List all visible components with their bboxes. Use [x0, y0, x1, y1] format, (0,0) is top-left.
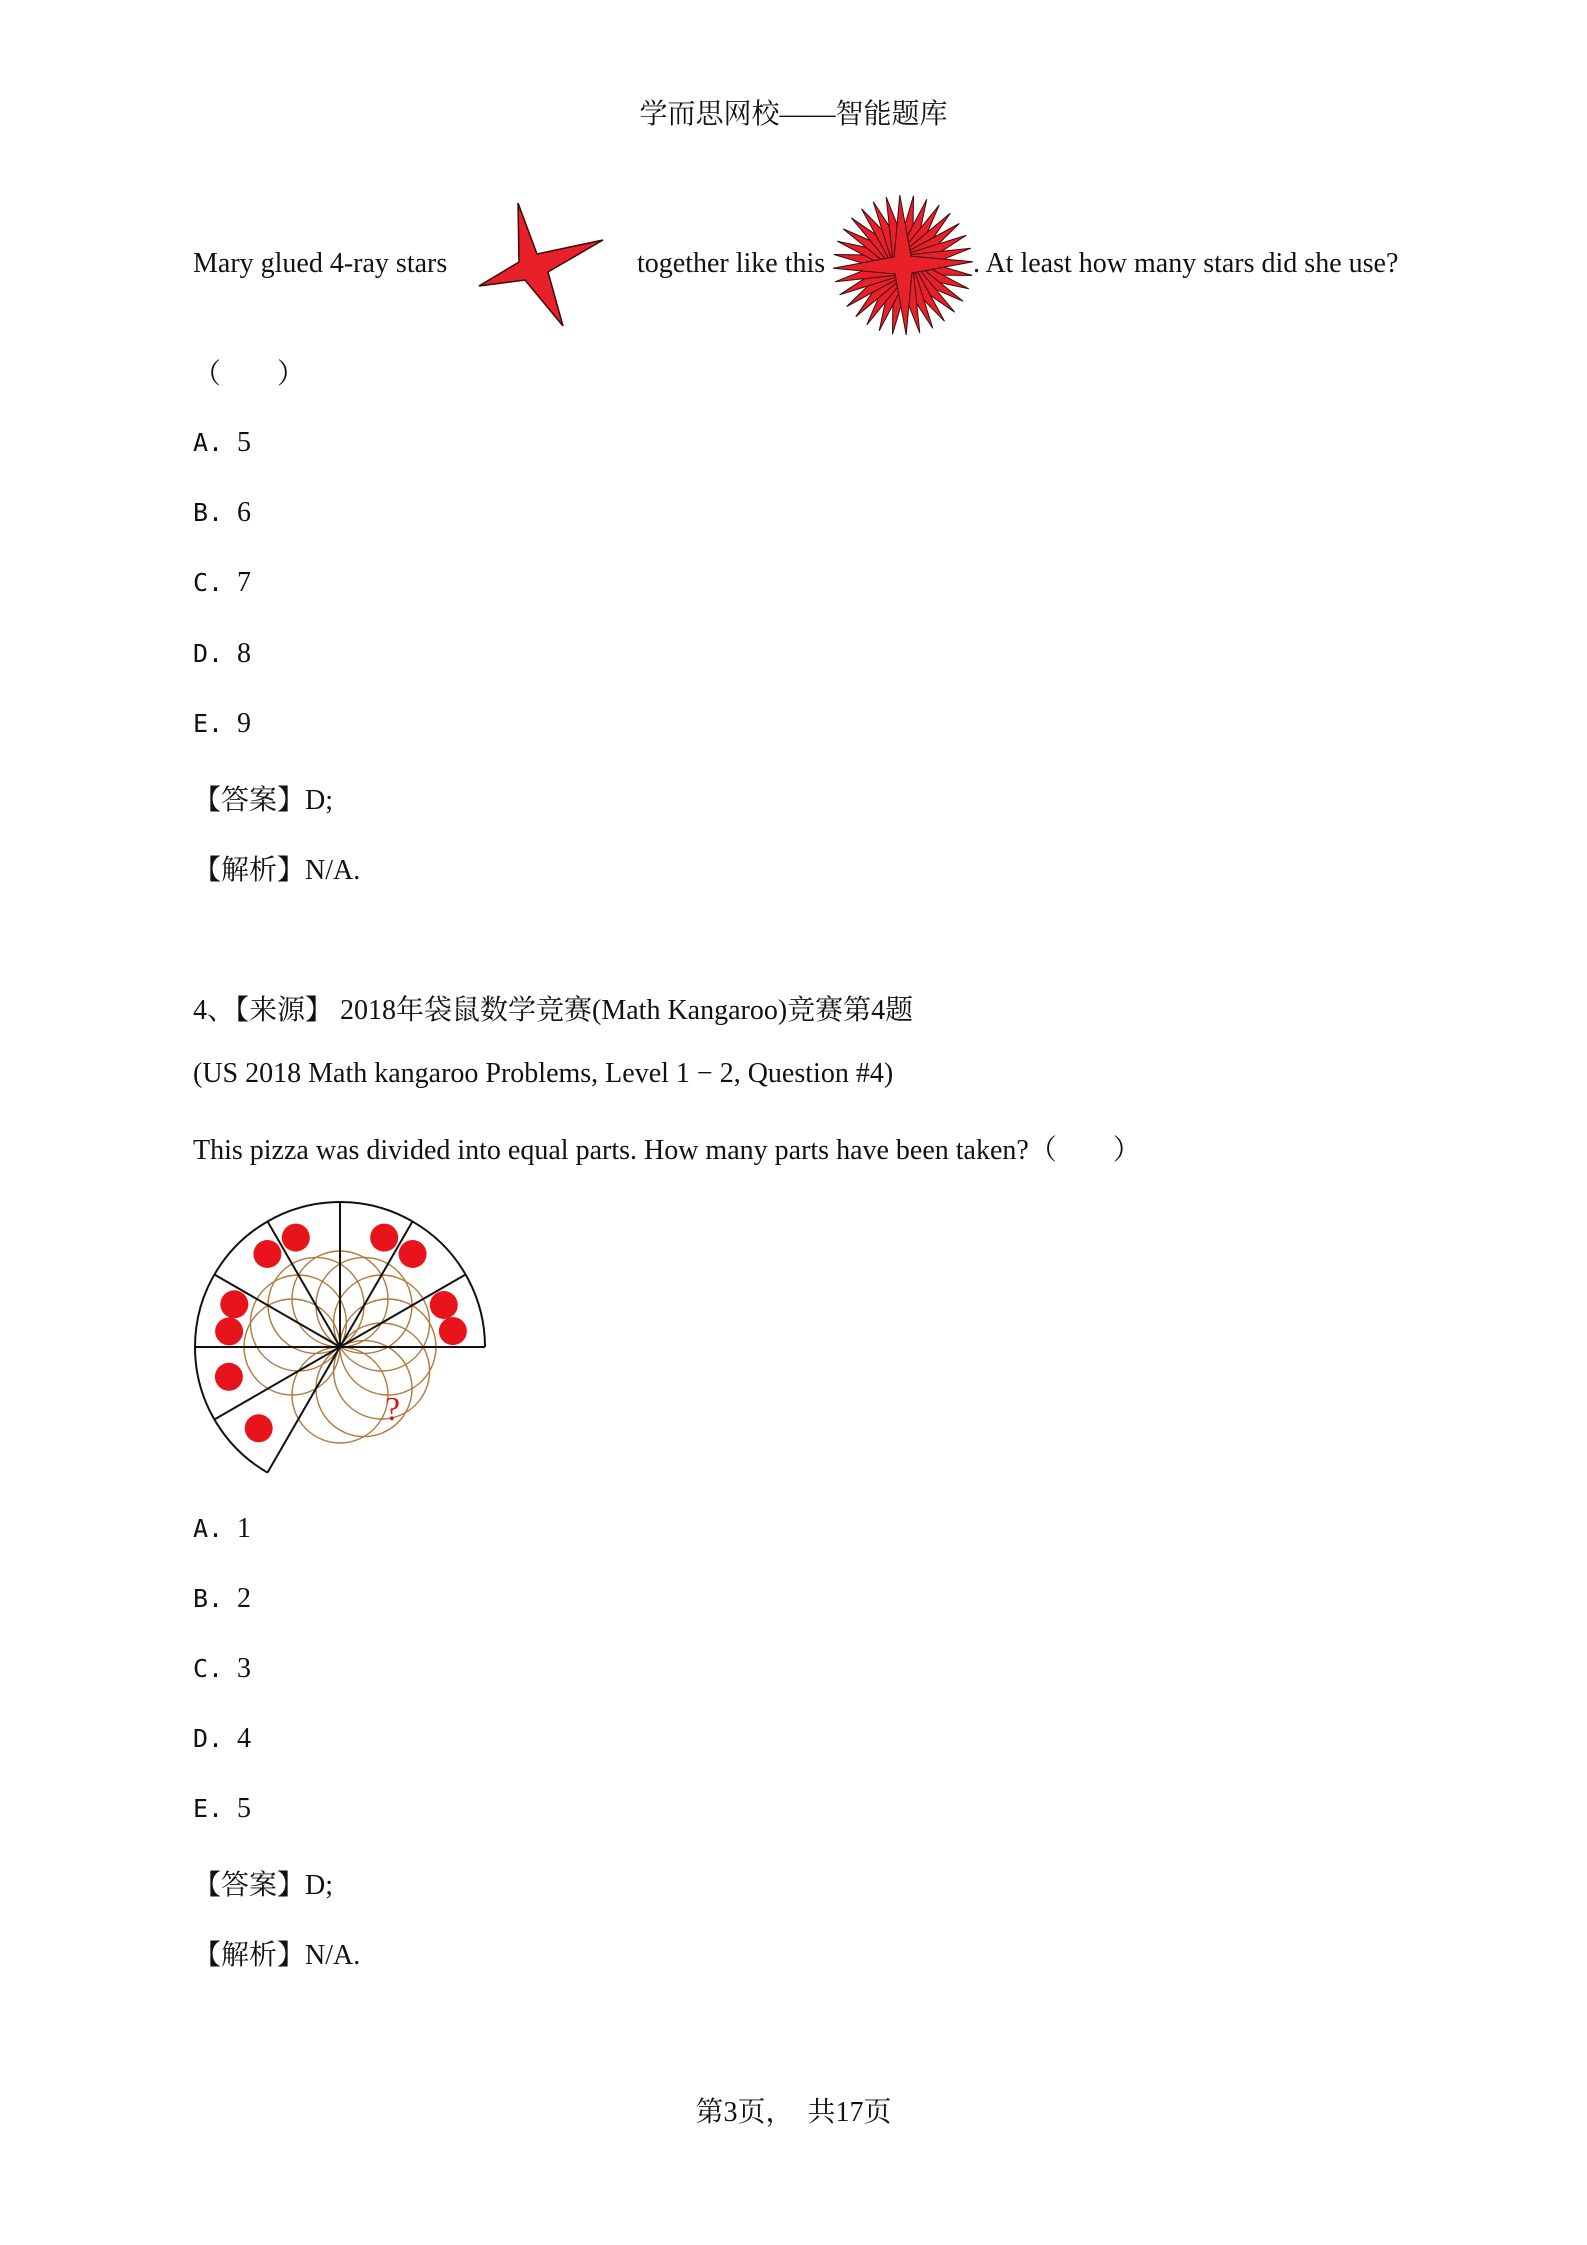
- pizza-topping-dot: [430, 1291, 458, 1319]
- q4-option-a: A. 1: [193, 1513, 251, 1544]
- pizza-topping-dot: [245, 1414, 273, 1442]
- q4-option-c: C. 3: [193, 1653, 251, 1684]
- q4-question: This pizza was divided into equal parts. How many parts have been taken?（ ）: [193, 1135, 1141, 1166]
- pizza-topping-dot: [253, 1240, 281, 1268]
- glued-star-piece: [833, 195, 973, 335]
- page-header-title: 学而思网校——智能题库: [639, 99, 948, 130]
- pizza-topping-dot: [370, 1224, 398, 1252]
- pizza-cut-line: [268, 1347, 341, 1473]
- q3-text-part3: . At least how many stars did she use?: [973, 248, 1399, 279]
- q4-option-e: E. 5: [193, 1793, 251, 1824]
- q3-text-part2: together like this: [637, 248, 826, 279]
- q3-text-part1: Mary glued 4-ray stars: [193, 248, 448, 279]
- pizza-topping-dot: [439, 1317, 467, 1345]
- four-ray-star-icon: [475, 198, 605, 328]
- pizza-question-mark: ?: [385, 1391, 401, 1428]
- pizza-topping-dot: [215, 1317, 243, 1345]
- pizza-topping-dot: [399, 1240, 427, 1268]
- page-footer: 第3页， 共17页: [695, 2097, 892, 2128]
- q3-answer: 【答案】D;: [193, 785, 334, 816]
- q4-analysis: 【解析】N/A.: [193, 1940, 361, 1971]
- q4-source-line: 4、【来源】 2018年袋鼠数学竞赛(Math Kangaroo)竞赛第4题: [193, 995, 914, 1026]
- q3-analysis: 【解析】N/A.: [193, 855, 361, 886]
- pizza-topping-dot: [215, 1363, 243, 1391]
- q3-option-b: B. 6: [193, 497, 251, 528]
- pizza-figure: [190, 1195, 500, 1485]
- pizza-topping-dot: [282, 1224, 310, 1252]
- q3-option-d: D. 8: [193, 638, 251, 669]
- glued-stars-icon: [828, 190, 978, 340]
- pizza-topping-dot: [220, 1290, 248, 1318]
- q3-option-c: C. 7: [193, 567, 251, 598]
- q4-option-d: D. 4: [193, 1723, 251, 1754]
- q4-option-b: B. 2: [193, 1583, 251, 1614]
- q3-answer-blank: （ ）: [193, 359, 306, 390]
- q4-answer: 【答案】D;: [193, 1870, 334, 1901]
- q3-option-a: A. 5: [193, 427, 251, 458]
- q3-option-e: E. 9: [193, 708, 251, 739]
- q4-subtitle: (US 2018 Math kangaroo Problems, Level 1 − 2, Question #4): [193, 1058, 894, 1089]
